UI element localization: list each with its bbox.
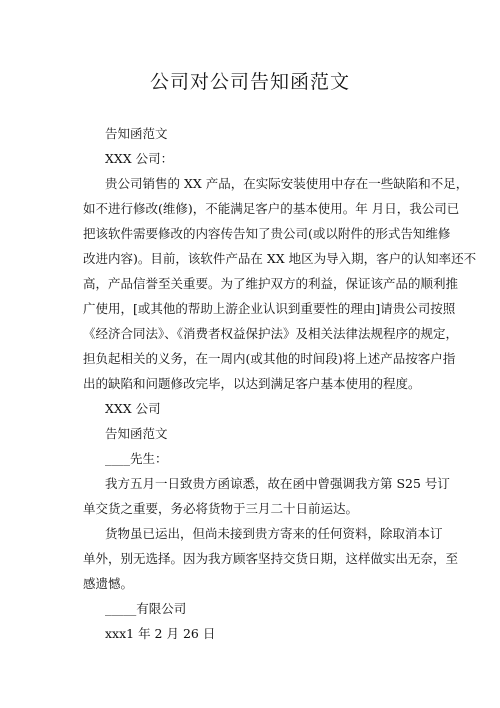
section1-body-line: 广使用，[或其他的帮助上游企业认识到重要性的理由]请贵公司按照 [83, 301, 456, 316]
section2-para2-line: 感遗憾。 [83, 576, 134, 591]
section1-body-line: 《经济合同法》、《消费者权益保护法》及相关法律法规程序的规定， [83, 326, 459, 341]
section1-signature-block [83, 396, 428, 421]
section2-date: xxx1 年 2 月 26 日 [105, 626, 216, 641]
section2-para1-line: 单交货之重要，务必将货物于三月二十日前运达。 [83, 501, 359, 516]
section1-body-line: 如不进行修改(维修)，不能满足客户的基本使用。年 月日，我公司已 [83, 201, 460, 216]
section2-para2 [83, 521, 459, 596]
section1-body-line: 出的缺陷和问题修改完毕，以达到满足客户基本使用的程度。 [83, 376, 421, 391]
section2-heading: 告知函范文 [105, 426, 168, 441]
section2-para2-line: 单外，别无选择。因为我方顾客坚持交货日期，这样做实出无奈，至 [83, 551, 459, 566]
section1-signature: XXX 公司 [105, 401, 161, 416]
section2-para1-line: 我方五月一日致贵方函谅悉，故在函中曾强调我方第 S25 号订 [105, 476, 450, 491]
section1-body-line: 高，产品信誉至关重要。为了维护双方的利益，保证该产品的顺利推 [83, 276, 459, 291]
section2-heading-block [83, 421, 428, 471]
document-title: 公司对公司告知函范文 [149, 71, 350, 93]
section2-signature: _____有限公司 [105, 601, 187, 616]
section2-para1 [83, 471, 450, 521]
section2-signature-block [83, 596, 428, 646]
section1-body [83, 171, 477, 396]
section1-body-line: 改进内容)。目前，该软件产品在 XX 地区为导入期，客户的认知率还不 [83, 251, 477, 266]
section1-heading-block [83, 121, 428, 171]
section1-body-line: 担负起相关的义务，在一周内(或其他的时间段)将上述产品按客户指 [83, 351, 456, 366]
section2-para2-line: 货物虽已运出，但尚未接到贵方寄来的任何资料，除取消本订 [105, 526, 443, 541]
section1-body-line: 把该软件需要修改的内容传告知了贵公司(或以附件的形式告知维修 [83, 226, 451, 241]
section1-body-line: 贵公司销售的 XX 产品，在实际安装使用中存在一些缺陷和不足， [105, 176, 469, 191]
section2-salutation: ____先生： [105, 451, 168, 466]
section1-salutation: XXX 公司： [105, 151, 174, 166]
section1-heading: 告知函范文 [105, 126, 168, 141]
